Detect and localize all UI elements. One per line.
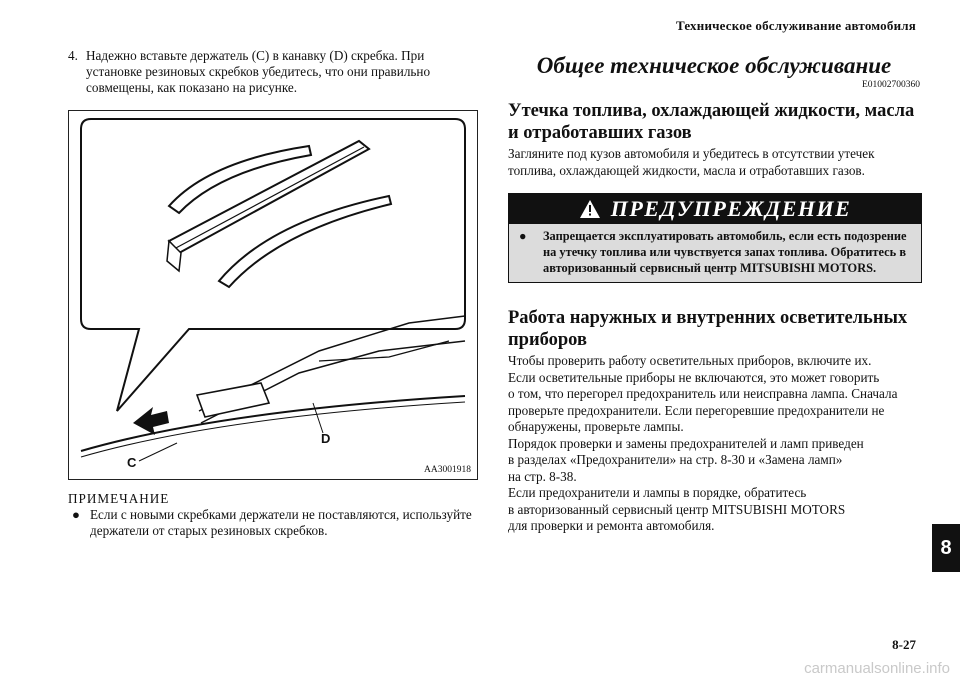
warning-item: [517, 228, 911, 276]
note-block: [68, 491, 478, 539]
holder-c: [197, 383, 269, 417]
figure-code: AA3001918: [424, 465, 471, 475]
lights-heading: Работа наружных и внутренних осветительных приборов: [508, 308, 908, 350]
note-bullet: ●: [72, 507, 80, 522]
warning-text: Запрещается эксплуатировать автомобиль, если есть подозрение на утечку топлива или чувствуется запах топлива. Обратитесь в авторизованный сервисный центр MITSUBISHI MOTORS.: [543, 229, 907, 275]
lights-line: обнаружены, проверьте лампы.: [508, 419, 684, 434]
warning-box: [508, 193, 922, 283]
step-number: 4.: [68, 48, 78, 63]
wiper-rubber-edge-inner: [81, 402, 465, 457]
leader-line-c: [139, 443, 177, 461]
figure-label-d: D: [321, 431, 331, 446]
lights-line: Если предохранители и лампы в порядке, обратитесь: [508, 485, 807, 500]
chapter-tab: 8: [932, 524, 960, 572]
step-text: Надежно вставьте держатель (C) в канавку (D) скребка. При установке резиновых скребков убедитесь, что они правильно совмещены, как показано на рисунке.: [86, 48, 431, 95]
lights-line: Порядок проверки и замены предохранителей и ламп приведен: [508, 435, 864, 451]
lights-line: проверьте предохранители. Если перегоревшие предохранители не: [508, 402, 885, 418]
warning-triangle-icon: [579, 199, 601, 219]
wiper-illustration: [69, 111, 477, 479]
leak-text: Загляните под кузов автомобиля и убедитесь в отсутствии утечек топлива, охлаждающей жидкости, масла и отработавших газов.: [508, 146, 875, 178]
note-text: Если с новыми скребками держатели не поставляются, используйте держатели от старых резиновых скребков.: [90, 507, 472, 538]
watermark: carmanualsonline.info: [804, 660, 950, 677]
note-item: [68, 507, 478, 539]
lights-text: [508, 353, 920, 535]
lights-line: на стр. 8-38.: [508, 468, 577, 484]
right-column: [508, 52, 920, 535]
figure-label-c: C: [127, 455, 137, 470]
page-number: 8-27: [892, 637, 916, 652]
lights-line: Если осветительные приборы не включаются, это может говорить: [508, 369, 880, 385]
running-header: Техническое обслуживание автомобиля: [675, 18, 916, 33]
leak-heading: Утечка топлива, охлаждающей жидкости, масла и отработавших газов: [508, 101, 915, 143]
warning-title: ПРЕДУПРЕЖДЕНИЕ: [610, 196, 852, 221]
lights-line: для проверки и ремонта автомобиля.: [508, 518, 715, 533]
wiper-arm-lower-outline: [201, 341, 465, 423]
lights-line: о том, что перегорел предохранитель или неисправна лампа. Сначала: [508, 386, 898, 401]
warning-header: [509, 194, 921, 224]
lights-line: Чтобы проверить работу осветительных приборов, включите их.: [508, 353, 872, 368]
section-title: Общее техническое обслуживание: [536, 53, 892, 78]
lights-line: в разделах «Предохранители» на стр. 8-30 и «Замена ламп»: [508, 452, 843, 467]
note-title: ПРИМЕЧАНИЕ: [68, 491, 170, 506]
section-code: E01002700360: [861, 80, 920, 90]
warning-body: [509, 224, 921, 282]
warning-bullet: ●: [519, 229, 527, 243]
wiper-figure: [68, 110, 478, 480]
step-4: [68, 48, 478, 96]
lights-line: в авторизованный сервисный центр MITSUBISHI MOTORS: [508, 501, 846, 517]
left-column: [68, 48, 478, 96]
